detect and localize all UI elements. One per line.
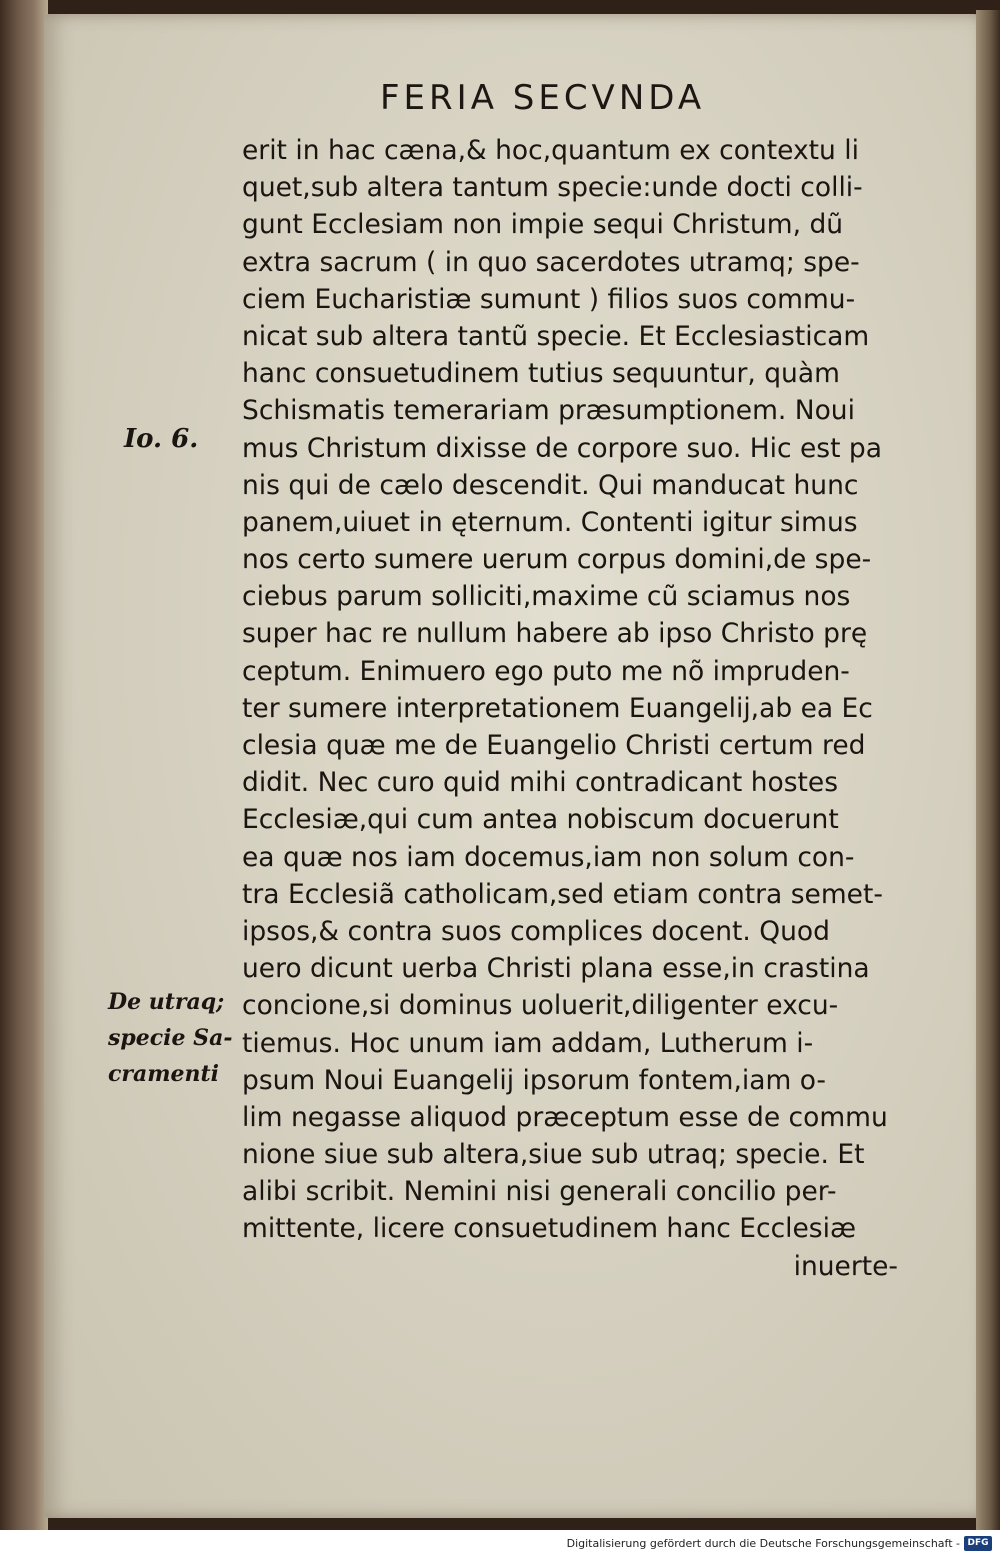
text-line: ciem Eucharistiæ sumunt ) filios suos commu- — [242, 283, 856, 315]
text-line: Schismatis temerariam præsumptionem. Noui — [242, 395, 855, 427]
text-line: gunt Ecclesiam non impie sequi Christum, dũ — [242, 209, 844, 241]
text-line: ter sumere interpretationem Euangelij,ab ea Ec — [242, 692, 873, 724]
text-line: uero dicunt uerba Christi plana esse,in crastina — [242, 953, 870, 985]
margin-note-topic — [108, 984, 232, 1092]
text-line: erit in hac cæna,& hoc,quantum ex contextu li — [242, 135, 859, 166]
text-line: super hac re nullum habere ab ipso Christo prę — [242, 618, 868, 650]
funding-credit: Digitalisierung gefördert durch die Deutsche Forschungsgemeinschaft - — [566, 1537, 960, 1550]
text-line: lim negasse aliquod præceptum esse de commu — [242, 1101, 888, 1133]
text-line: psum Noui Euangelij ipsorum fontem,iam o- — [242, 1064, 826, 1096]
text-line: nis qui de cælo descendit. Qui manducat hunc — [242, 469, 859, 501]
text-line: mus Christum dixisse de corpore suo. Hic est pa — [242, 432, 882, 464]
running-title: FERIA SECVNDA — [380, 78, 706, 118]
text-line: clesia quæ me de Euangelio Christi certum red — [242, 730, 866, 761]
text-line: mittente, licere consuetudinem hanc Ecclesiæ — [242, 1213, 856, 1245]
text-line: ea quæ nos iam docemus,iam non solum con- — [242, 841, 855, 873]
text-line: ciebus parum solliciti,maxime cũ sciamus nos — [242, 581, 851, 613]
book-spine-edge — [0, 0, 48, 1530]
text-line: alibi scribit. Nemini nisi generali concilio per- — [242, 1176, 837, 1208]
footer-bar — [0, 1530, 1000, 1558]
margin-note-reference: Io. 6. — [124, 424, 199, 454]
text-line: hanc consuetudinem tutius sequuntur, quàm — [242, 358, 840, 390]
text-line: nos certo sumere uerum corpus domini,de spe- — [242, 544, 872, 576]
main-text-block — [242, 132, 922, 1285]
text-line: tiemus. Hoc unum iam addam, Lutherum i- — [242, 1027, 814, 1059]
text-line: tra Ecclesiã catholicam,sed etiam contra semet- — [242, 878, 883, 910]
margin-note-line: De utraq; — [108, 989, 225, 1015]
text-line: quet,sub altera tantum specie:unde docti colli- — [242, 172, 863, 204]
text-line: ceptum. Enimuero ego puto me nõ impruden- — [242, 655, 850, 687]
page-fore-edge — [976, 10, 1000, 1530]
text-line: didit. Nec curo quid mihi contradicant hostes — [242, 767, 839, 799]
text-line: panem,uiuet in ęternum. Contenti igitur simus — [242, 506, 858, 538]
dfg-logo: DFG — [964, 1536, 992, 1551]
margin-note-line: specie Sa- — [108, 1025, 233, 1051]
text-line: concione,si dominus uoluerit,diligenter excu- — [242, 990, 839, 1022]
margin-note-line: cramenti — [108, 1061, 220, 1087]
catchword: inuerte- — [793, 1250, 898, 1282]
text-line: nione siue sub altera,siue sub utraq; specie. Et — [242, 1139, 865, 1171]
text-line: ipsos,& contra suos complices docent. Quod — [242, 915, 830, 947]
text-line: nicat sub altera tantũ specie. Et Ecclesiasticam — [242, 320, 870, 352]
text-line: extra sacrum ( in quo sacerdotes utramq; spe- — [242, 246, 860, 278]
text-line: Ecclesiæ,qui cum antea nobiscum docuerunt — [242, 804, 839, 836]
